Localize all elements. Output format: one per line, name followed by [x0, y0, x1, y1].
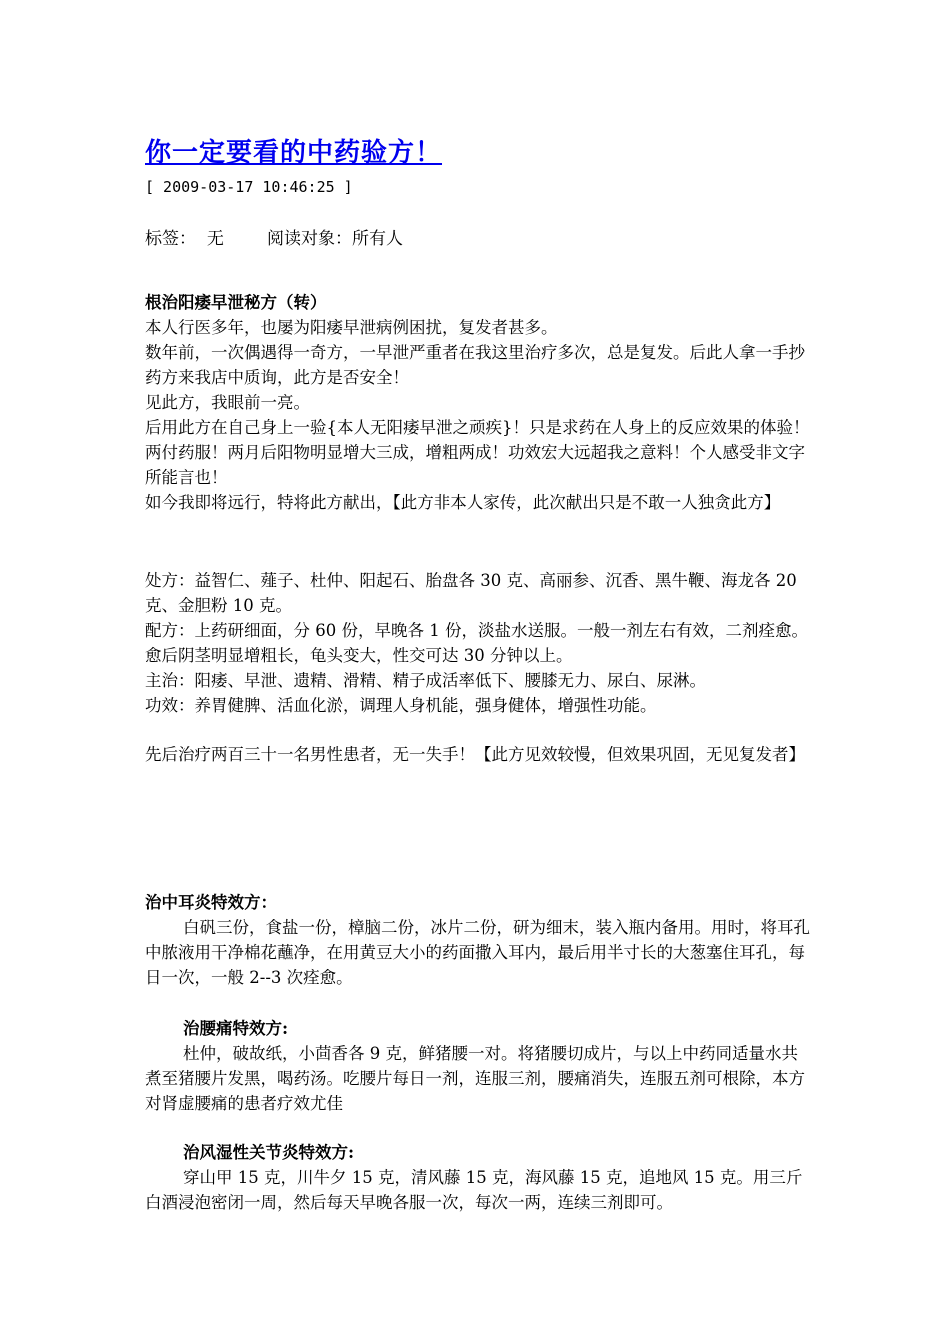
section-results: [145, 742, 813, 767]
audience-label: 阅读对象：: [267, 229, 353, 249]
section-otitis-remedy: [145, 890, 813, 990]
section-heading: 治腰痛特效方:: [183, 1019, 289, 1038]
section-heading: 根治阳痿早泄秘方（转）: [145, 293, 327, 312]
prescription-line: 处方：益智仁、薤子、杜仲、阳起石、胎盘各 30 克、高丽参、沉香、黑牛鞭、海龙各 20 克、金胆粉 10 克。: [145, 571, 797, 615]
paragraph: 后用此方在自己身上一验{本人无阳痿早泄之顽疾}！只是求药在人身上的反应效果的体验！两付药服！两月后阳物明显增大三成，增粗两成！功效宏大远超我之意料！个人感受非文字所能言也！: [145, 418, 810, 487]
section-impotence-remedy: [145, 290, 813, 515]
paragraph: 如今我即将远行，特将此方献出，【此方非本人家传，此次献出只是不敢一人独贪此方】: [145, 493, 781, 512]
effect-line: 功效：养胃健脾、活血化淤，调理人身机能，强身健体，增强性功能。: [145, 696, 657, 715]
indication-line: 主治：阳痿、早泄、遗精、滑精、精子成活率低下、腰膝无力、尿白、尿淋。: [145, 671, 706, 690]
section-prescription: [145, 568, 813, 718]
paragraph: 先后治疗两百三十一名男性患者，无一失手！【此方见效较慢，但效果巩固，无见复发者】: [145, 745, 805, 764]
section-arthritis-remedy: [145, 1140, 813, 1215]
paragraph: 白矾三份，食盐一份，樟脑二份，冰片二份，研为细末，装入瓶内备用。用时，将耳孔中脓液用干净棉花蘸净，在用黄豆大小的药面撒入耳内，最后用半寸长的大葱塞住耳孔，每日一次，一般 2--3 次痊愈。: [145, 918, 810, 987]
audience-value: 所有人: [352, 229, 404, 249]
paragraph: 杜仲，破故纸，小茴香各 9 克，鲜猪腰一对。将猪腰切成片，与以上中药同适量水共煮至猪腰片发黑，喝药汤。吃腰片每日一剂，连服三剂，腰痛消失，连服五剂可根除，本方对肾虚腰痛的患者疗效尤佳: [145, 1044, 805, 1113]
paragraph: 穿山甲 15 克，川牛夕 15 克，清风藤 15 克，海风藤 15 克，追地风 15 克。用三斤白酒浸泡密闭一周，然后每天早晚各服一次，每次一两，连续三剂即可。: [145, 1168, 803, 1212]
paragraph: 见此方，我眼前一亮。: [145, 393, 310, 412]
tags-value: 无: [206, 229, 224, 249]
article-title[interactable]: 你一定要看的中药验方！: [145, 138, 443, 168]
paragraph: 本人行医多年，也屡为阳痿早泄病例困扰，复发者甚多。: [145, 318, 558, 337]
post-timestamp: [ 2009-03-17 10:46:25 ]: [145, 178, 353, 196]
section-heading: 治中耳炎特效方：: [145, 893, 277, 912]
paragraph: 数年前，一次偶遇得一奇方，一早泄严重者在我这里治疗多次，总是复发。后此人拿一手抄药方来我店中质询，此方是否安全！: [145, 343, 805, 387]
section-heading: 治风湿性关节炎特效方:: [183, 1143, 355, 1162]
article-meta: [145, 224, 403, 249]
section-back-pain-remedy: [145, 1016, 813, 1116]
preparation-line: 配方：上药研细面，分 60 份，早晚各 1 份，淡盐水送服。一般一剂左右有效，二剂痊愈。愈后阴茎明显增粗长，龟头变大，性交可达 30 分钟以上。: [145, 621, 808, 665]
tags-label: 标签：: [145, 229, 196, 249]
